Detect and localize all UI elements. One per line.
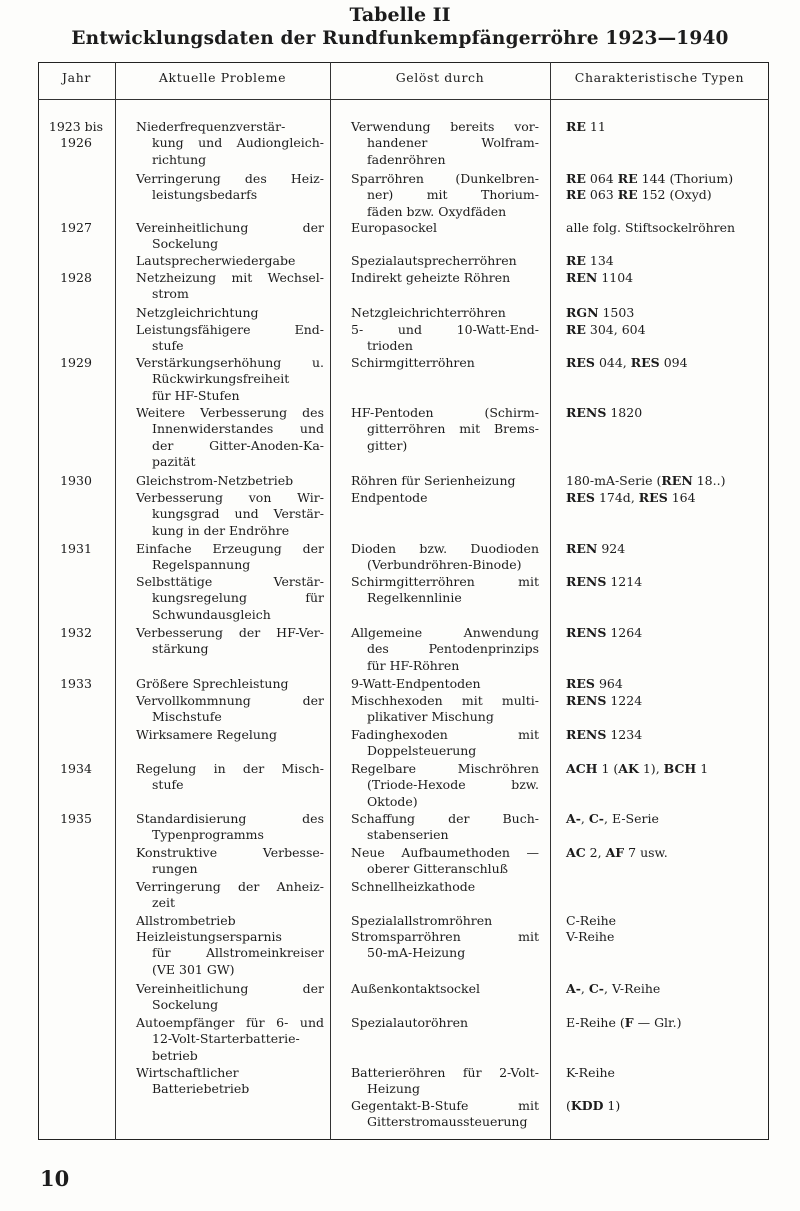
solution-cell (351, 473, 539, 489)
problem-cell-line: für HF-Stufen (152, 387, 240, 403)
problem-cell-line: kungsregelung für (152, 590, 324, 606)
types-cell (566, 119, 766, 135)
solution-cell-line: Netzgleichrichterröhren (351, 305, 506, 320)
solution-cell-line: handener Wolfram- (367, 135, 539, 151)
types-cell-line: RE 11 (566, 119, 606, 134)
year-cell-line: 1926 (60, 135, 92, 151)
solution-cell-line: Oktode) (367, 793, 418, 809)
problem-cell (136, 1065, 324, 1098)
types-cell-line: E-Reihe (F — Glr.) (566, 1015, 682, 1030)
types-cell-line: RENS 1214 (566, 574, 643, 589)
solution-cell (351, 220, 539, 236)
problem-cell (136, 1015, 324, 1064)
problem-cell-line: Heizleistungsersparnis (136, 929, 282, 944)
problem-cell-line: Netzheizung mit Wechsel- (136, 270, 324, 285)
types-cell-line: REN 1104 (566, 270, 634, 285)
solution-cell-line: fadenröhren (367, 151, 446, 167)
solution-cell-line: für HF-Röhren (367, 657, 460, 673)
problem-cell-line: Verbesserung der HF-Ver- (136, 625, 324, 640)
solution-cell (351, 845, 539, 878)
year-cell (38, 270, 114, 286)
column-header-problems: Aktuelle Probleme (158, 70, 287, 85)
problem-cell (136, 270, 324, 303)
solution-cell-line: 5- und 10-Watt-End- (351, 322, 539, 337)
types-cell-line: RENS 1224 (566, 693, 643, 708)
solution-cell-line: 50-mA-Heizung (367, 945, 466, 961)
solution-cell-line: Heizung (367, 1081, 420, 1097)
table-subtitle: Entwicklungsdaten der Rundfunkempfängerröhre 1923—1940 (71, 28, 729, 49)
column-header-solution: Gelöst durch (395, 70, 485, 85)
solution-cell-line: Fadinghexoden mit (351, 727, 539, 742)
problem-cell-line: Niederfrequenzverstär- (136, 119, 286, 134)
solution-cell-line: Stromsparröhren mit (351, 929, 539, 944)
problem-cell-line: stufe (152, 777, 184, 793)
problem-cell-line: Verstärkungserhöhung u. (136, 355, 324, 370)
solution-cell (351, 1015, 539, 1031)
column-header-types: Charakteristische Typen (574, 70, 745, 85)
page-number: 10 (40, 1166, 70, 1191)
problem-cell-line: Vereinheitlichung der (136, 981, 324, 996)
solution-cell (351, 355, 539, 371)
year-cell-line: 1931 (60, 541, 92, 556)
year-cell (38, 119, 114, 152)
problem-cell (136, 473, 324, 489)
problem-cell-line: Selbsttätige Verstär- (136, 574, 324, 589)
solution-cell-line: trioden (367, 338, 413, 354)
types-cell-line: RES 174d, RES 164 (566, 490, 696, 505)
solution-cell (351, 693, 539, 726)
problem-cell-line: Batteriebetrieb (152, 1081, 250, 1097)
problem-cell-line: Vereinheitlichung der (136, 220, 324, 235)
types-cell-line: RENS 1264 (566, 625, 643, 640)
types-cell-line: RE 134 (566, 253, 614, 268)
table-title: Tabelle II (349, 4, 451, 26)
types-cell (566, 270, 766, 286)
types-cell (566, 693, 766, 709)
types-cell-line: RE 304, 604 (566, 322, 646, 337)
solution-cell-line: plikativer Mischung (367, 709, 494, 725)
problem-cell-line: Wirtschaftlicher (136, 1065, 239, 1080)
problem-cell-line: Schwundausgleich (152, 606, 271, 622)
problem-cell (136, 913, 324, 929)
problem-cell (136, 355, 324, 404)
solution-cell-line: Endpentode (351, 490, 428, 505)
types-cell-line: V-Reihe (566, 929, 615, 944)
solution-cell-line: Spezialallstromröhren (351, 913, 493, 928)
solution-cell (351, 676, 539, 692)
solution-cell-line: Neue Aufbaumethoden — (351, 845, 539, 860)
column-divider (115, 62, 116, 1140)
problem-cell-line: Einfache Erzeugung der (136, 541, 324, 556)
problem-cell (136, 625, 324, 658)
solution-cell-line: Gitterstromaussteuerung (367, 1114, 528, 1130)
year-cell-line: 1929 (60, 355, 92, 370)
types-cell (566, 355, 766, 371)
solution-cell (351, 1098, 539, 1131)
problem-cell-line: Gleichstrom-Netzbetrieb (136, 473, 294, 488)
year-cell (38, 355, 114, 371)
year-cell (38, 625, 114, 641)
types-cell-line: (KDD 1) (566, 1098, 621, 1113)
types-cell-line: RE 063 RE 152 (Oxyd) (566, 187, 712, 203)
problem-cell (136, 761, 324, 794)
problem-cell-line: Vervollkommnung der (136, 693, 324, 708)
types-cell (566, 845, 766, 861)
solution-cell-line: Röhren für Serienheizung (351, 473, 516, 488)
solution-cell-line: des Pentodenprinzips (367, 641, 539, 657)
solution-cell-line: Batterieröhren für 2-Volt- (351, 1065, 539, 1080)
solution-cell (351, 913, 539, 929)
solution-cell (351, 541, 539, 574)
problem-cell-line: Allstrombetrieb (136, 913, 236, 928)
problem-cell-line: pazität (152, 454, 196, 470)
problem-cell (136, 305, 324, 321)
solution-cell-line: 9-Watt-Endpentoden (351, 676, 481, 691)
problem-cell-line: rungen (152, 861, 198, 877)
problem-cell-line: stärkung (152, 641, 209, 657)
solution-cell-line: stabenserien (367, 827, 449, 843)
types-cell-line: RE 064 RE 144 (Thorium) (566, 171, 734, 186)
types-cell (566, 913, 766, 929)
problem-cell-line: Innenwiderstandes und (152, 421, 324, 437)
solution-cell-line: Spezialautoröhren (351, 1015, 469, 1030)
year-cell-line: 1928 (60, 270, 92, 285)
types-cell (566, 1098, 766, 1114)
problem-cell-line: für Allstromeinkreiser (152, 945, 324, 961)
problem-cell (136, 727, 324, 743)
problem-cell-line: Rückwirkungsfreiheit (152, 371, 290, 387)
problem-cell-line: leistungsbedarfs (152, 187, 258, 203)
solution-cell-line: oberer Gitteranschluß (367, 861, 509, 877)
year-cell-line: 1933 (60, 676, 92, 691)
types-cell-line: RES 044, RES 094 (566, 355, 688, 370)
types-cell (566, 541, 766, 557)
types-cell (566, 1065, 766, 1081)
solution-cell (351, 171, 539, 220)
problem-cell-line: Leistungsfähigere End- (136, 322, 324, 337)
types-cell-line: AC 2, AF 7 usw. (566, 845, 668, 860)
problem-cell-line: strom (152, 286, 189, 302)
year-cell (38, 761, 114, 777)
types-cell (566, 220, 766, 236)
problem-cell-line: kungsgrad und Verstär- (152, 506, 324, 522)
types-cell-line: ACH 1 (AK 1), BCH 1 (566, 761, 709, 776)
year-cell-line: 1927 (60, 220, 92, 235)
problem-cell-line: zeit (152, 895, 176, 911)
problem-cell (136, 490, 324, 539)
problem-cell-line: kung und Audiongleich- (152, 135, 324, 151)
solution-cell-line: Regelbare Mischröhren (351, 761, 539, 776)
solution-cell (351, 253, 539, 269)
problem-cell (136, 119, 324, 168)
types-cell (566, 929, 766, 945)
problem-cell (136, 171, 324, 204)
problem-cell-line: Wirksamere Regelung (136, 727, 277, 742)
solution-cell (351, 761, 539, 810)
problem-cell (136, 981, 324, 1014)
types-cell-line: RENS 1234 (566, 727, 643, 742)
problem-cell-line: Größere Sprechleistung (136, 676, 289, 691)
solution-cell-line: Dioden bzw. Duodioden (351, 541, 539, 556)
types-cell-line: alle folg. Stiftsockelröhren (566, 220, 736, 235)
solution-cell (351, 490, 539, 506)
types-cell-line: A-, C-, V-Reihe (566, 981, 661, 996)
year-cell (38, 676, 114, 692)
types-cell (566, 322, 766, 338)
problem-cell-line: richtung (152, 151, 207, 167)
solution-cell (351, 305, 539, 321)
solution-cell-line: Mischhexoden mit multi- (351, 693, 539, 708)
problem-cell-line: Verringerung der Anheiz- (136, 879, 324, 894)
solution-cell (351, 811, 539, 844)
solution-cell (351, 119, 539, 168)
solution-cell-line: Sparröhren (Dunkelbren- (351, 171, 539, 186)
solution-cell-line: (Verbundröhren-Binode) (367, 557, 522, 573)
problem-cell (136, 693, 324, 726)
problem-cell (136, 845, 324, 878)
types-cell (566, 981, 766, 997)
problem-cell-line: Regelung in der Misch- (136, 761, 324, 776)
year-cell (38, 541, 114, 557)
problem-cell (136, 322, 324, 355)
types-cell-line: RGN 1503 (566, 305, 635, 320)
problem-cell-line: Autoempfänger für 6- und (136, 1015, 324, 1030)
solution-cell-line: Verwendung bereits vor- (351, 119, 539, 134)
solution-cell-line: Außenkontaktsockel (351, 981, 481, 996)
types-cell (566, 727, 766, 743)
types-cell-line: RES 964 (566, 676, 623, 691)
problem-cell-line: Standardisierung des (136, 811, 324, 826)
solution-cell (351, 405, 539, 454)
types-cell (566, 171, 766, 204)
problem-cell (136, 220, 324, 253)
types-cell (566, 253, 766, 269)
year-cell-line: 1923 bis (48, 119, 104, 134)
solution-cell (351, 929, 539, 962)
types-cell (566, 761, 766, 777)
solution-cell-line: gitterröhren mit Brems- (367, 421, 539, 437)
solution-cell-line: Schnellheizkathode (351, 879, 476, 894)
solution-cell-line: ner) mit Thorium- (367, 187, 539, 203)
solution-cell-line: gitter) (367, 437, 408, 453)
column-divider (330, 62, 331, 1140)
problem-cell-line: 12-Volt-Starterbatterie- (152, 1031, 300, 1047)
problem-cell-line: betrieb (152, 1047, 198, 1063)
types-cell (566, 405, 766, 421)
solution-cell-line: Spezialautsprecherröhren (351, 253, 517, 268)
problem-cell-line: Konstruktive Verbesse- (136, 845, 324, 860)
problem-cell-line: Verringerung des Heiz- (136, 171, 324, 186)
types-cell (566, 574, 766, 590)
types-cell-line: REN 924 (566, 541, 626, 556)
year-cell-line: 1934 (60, 761, 92, 776)
problem-cell-line: (VE 301 GW) (152, 961, 235, 977)
solution-cell-line: Schirmgitterröhren mit (351, 574, 539, 589)
solution-cell-line: Doppelsteuerung (367, 743, 477, 759)
problem-cell (136, 574, 324, 623)
types-cell (566, 625, 766, 641)
types-cell (566, 490, 766, 506)
column-divider (550, 62, 551, 1140)
solution-cell (351, 879, 539, 895)
solution-cell-line: Gegentakt-B-Stufe mit (351, 1098, 539, 1113)
problem-cell (136, 405, 324, 471)
types-cell (566, 676, 766, 692)
solution-cell-line: Schaffung der Buch- (351, 811, 539, 826)
solution-cell-line: Indirekt geheizte Röhren (351, 270, 511, 285)
solution-cell (351, 1065, 539, 1098)
solution-cell-line: fäden bzw. Oxydfäden (367, 203, 507, 219)
year-cell-line: 1932 (60, 625, 92, 640)
solution-cell-line: Europasockel (351, 220, 438, 235)
problem-cell-line: Sockelung (152, 997, 219, 1013)
types-cell-line: RENS 1820 (566, 405, 643, 420)
solution-cell-line: Schirmgitterröhren (351, 355, 475, 370)
problem-cell-line: Verbesserung von Wir- (136, 490, 324, 505)
year-cell (38, 473, 114, 489)
solution-cell (351, 727, 539, 760)
problem-cell (136, 929, 324, 978)
column-header-year: Jahr (62, 70, 91, 85)
problem-cell (136, 541, 324, 574)
problem-cell-line: Netzgleichrichtung (136, 305, 259, 320)
year-cell (38, 811, 114, 827)
problem-cell-line: Sockelung (152, 236, 219, 252)
types-cell-line: 180-mA-Serie (REN 18..) (566, 473, 726, 488)
solution-cell-line: HF-Pentoden (Schirm- (351, 405, 539, 420)
types-cell-line: C-Reihe (566, 913, 617, 928)
solution-cell-line: (Triode-Hexode bzw. (367, 777, 539, 793)
types-cell (566, 811, 766, 827)
problem-cell-line: der Gitter-Anoden-Ka- (152, 437, 324, 453)
solution-cell (351, 625, 539, 674)
problem-cell-line: kung in der Endröhre (152, 522, 290, 538)
solution-cell (351, 981, 539, 997)
problem-cell-line: Typenprogramms (152, 827, 264, 843)
problem-cell-line: Mischstufe (152, 709, 222, 725)
types-cell-line: K-Reihe (566, 1065, 615, 1080)
solution-cell-line: Regelkennlinie (367, 590, 462, 606)
problem-cell (136, 676, 324, 692)
year-cell-line: 1935 (60, 811, 92, 826)
problem-cell-line: stufe (152, 338, 184, 354)
problem-cell-line: Regelspannung (152, 557, 251, 573)
types-cell-line: A-, C-, E-Serie (566, 811, 659, 826)
types-cell (566, 305, 766, 321)
header-divider (38, 99, 769, 100)
types-cell (566, 473, 766, 489)
year-cell-line: 1930 (60, 473, 92, 488)
solution-cell (351, 322, 539, 355)
problem-cell-line: Weitere Verbesserung des (136, 405, 324, 420)
problem-cell (136, 253, 324, 269)
solution-cell-line: Allgemeine Anwendung (351, 625, 539, 640)
year-cell (38, 220, 114, 236)
problem-cell (136, 879, 324, 912)
problem-cell (136, 811, 324, 844)
solution-cell (351, 270, 539, 286)
types-cell (566, 1015, 766, 1031)
solution-cell (351, 574, 539, 607)
problem-cell-line: Lautsprecherwiedergabe (136, 253, 296, 268)
